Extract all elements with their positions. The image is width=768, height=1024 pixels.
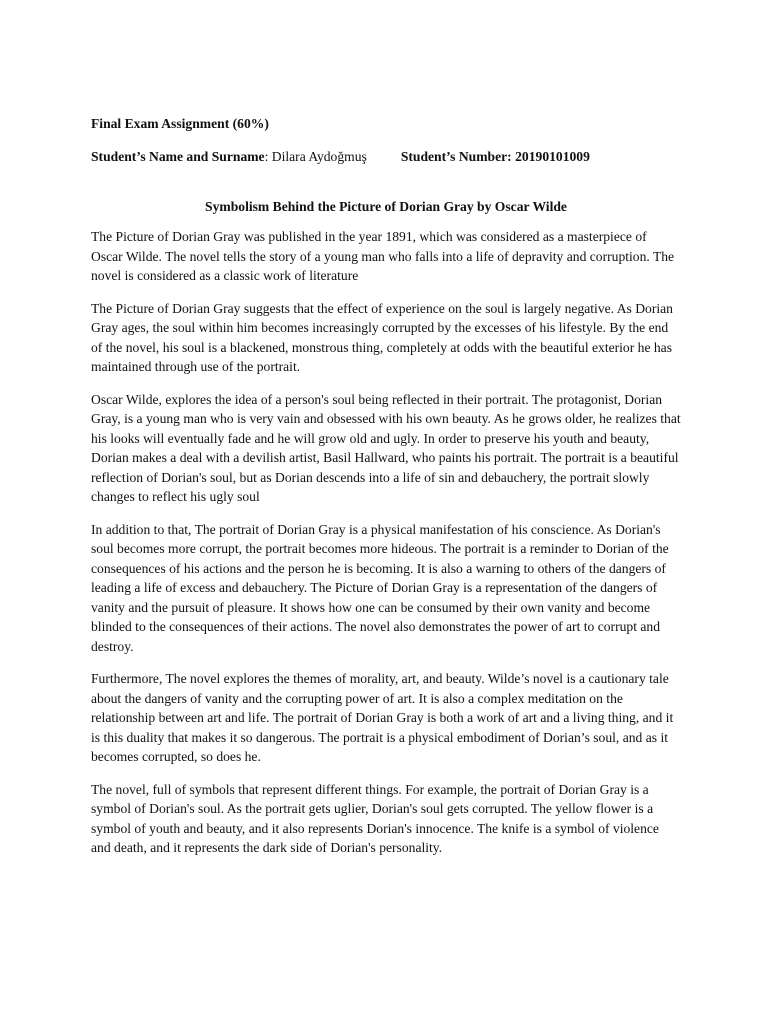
essay-paragraph-4: In addition to that, The portrait of Dorian Gray is a physical manifestation of his conscience. As Dorian's soul becomes more corrupt, the portrait becomes more hideous. The portrait is a reminder to Dorian of the consequences of his actions and the person he is becoming. It is also a warning to others of the dangers of leading a life of excess and debauchery. The Picture of Dorian Gray is a representation of the dangers of vanity and the pursuit of pleasure. It shows how one can be consumed by their own vanity and become blinded to the consequences of their actions. The novel also demonstrates the power of art to corrupt and destroy. [91,521,669,654]
essay-title: Symbolism Behind the Picture of Dorian Gray by Oscar Wilde [205,199,567,214]
essay-paragraph-1: The Picture of Dorian Gray was published in the year 1891, which was considered as a masterpiece of Oscar Wilde. The novel tells the story of a young man who falls into a life of depravity and corruption. The novel is considered as a classic work of literature [91,229,675,283]
essay-paragraph-2: The Picture of Dorian Gray suggests that the effect of experience on the soul is largely negative. As Dorian Gray ages, the soul within him becomes increasingly corrupted by the excesses of his lifestyle. By the end of the novel, his soul is a blackened, monstrous thing, completely at odds with the beautiful exterior he has maintained through use of the portrait. [91,300,673,374]
student-info-line [91,147,681,167]
document-content [91,114,681,858]
student-name-value: : Dilara Aydoğmuş [264,149,367,164]
essay-paragraph-5: Furthermore, The novel explores the themes of morality, art, and beauty. Wilde’s novel is a cautionary tale about the dangers of vanity and the corrupting power of art. It is also a complex meditation on the relationship between art and life. The portrait of Dorian Gray is both a work of art and a living thing, and it is this duality that makes it so dangerous. The portrait is a physical embodiment of Dorian’s soul, and as it becomes corrupted, so does he. [91,671,674,764]
student-name-label: Student’s Name and Surname [91,149,265,164]
student-number-label: Student’s Number: [400,149,512,164]
student-number-value: 20190101009 [515,149,590,164]
assignment-title: Final Exam Assignment (60%) [91,116,269,131]
essay-paragraph-3: Oscar Wilde, explores the idea of a person's soul being reflected in their portrait. The protagonist, Dorian Gray, is a young man who is very vain and obsessed with his own beauty. As he grows older, he realizes that his looks will eventually fade and he will grow old and ugly. In order to preserve his youth and beauty, Dorian makes a deal with a devilish artist, Basil Hallward, who paints his portrait. The portrait is a beautiful reflection of Dorian's soul, but as Dorian descends into a life of sin and debauchery, the portrait slowly changes to reflect his ugly soul [91,391,681,504]
essay-paragraph-6: The novel, full of symbols that represent different things. For example, the portrait of Dorian Gray is a symbol of Dorian's soul. As the portrait gets uglier, Dorian's soul gets corrupted. The yellow flower is a symbol of youth and beauty, and it also represents Dorian's innocence. The knife is a symbol of violence and death, and it represents the dark side of Dorian's personality. [91,781,659,855]
